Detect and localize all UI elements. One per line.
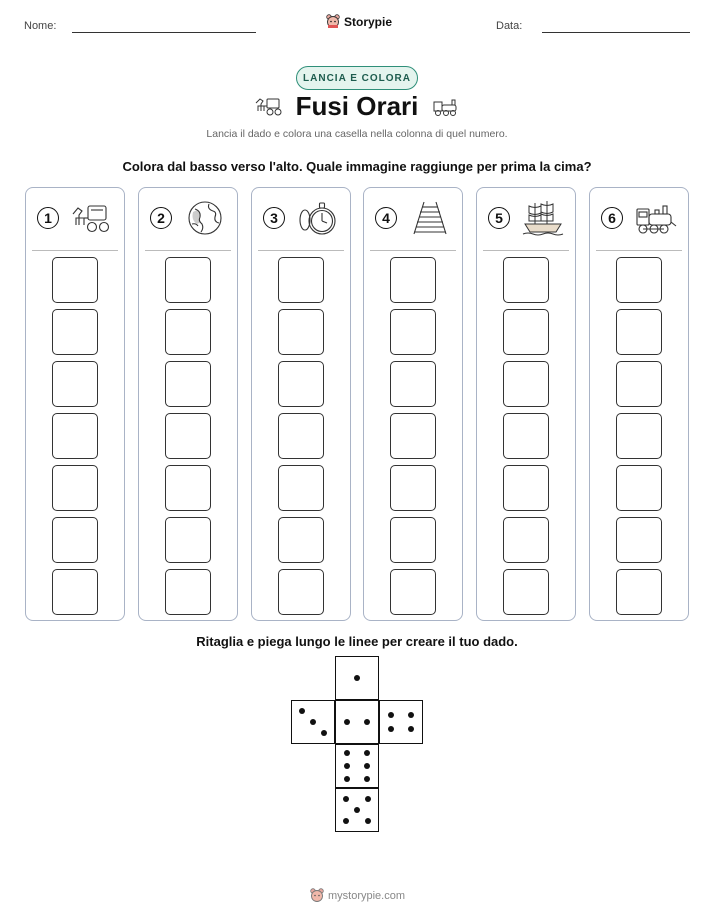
color-box[interactable]: [616, 517, 662, 563]
dice-pip: [344, 750, 350, 756]
dice-instruction: Ritaglia e piega lungo le linee per creare il tuo dado.: [196, 634, 518, 649]
globe-icon: [183, 200, 227, 236]
date-line[interactable]: [542, 32, 690, 33]
color-box[interactable]: [52, 465, 98, 511]
subtitle: Lancia il dado e colora una casella nella colonna di quel numero.: [206, 128, 508, 140]
column-5: [476, 187, 576, 621]
color-box[interactable]: [165, 413, 211, 459]
dice-pip: [343, 818, 349, 824]
column-6: [589, 187, 689, 621]
color-box[interactable]: [616, 413, 662, 459]
dice-face-6: [335, 744, 379, 788]
color-box[interactable]: [165, 257, 211, 303]
dice-pip: [364, 763, 370, 769]
footer: [310, 888, 405, 903]
color-box[interactable]: [278, 569, 324, 615]
column-number: 3: [263, 207, 285, 229]
color-box[interactable]: [52, 569, 98, 615]
color-box[interactable]: [278, 309, 324, 355]
pocket-watch-icon: [296, 200, 340, 236]
color-box[interactable]: [165, 309, 211, 355]
column-number: 4: [375, 207, 397, 229]
dice-pip: [364, 750, 370, 756]
dice-pip: [364, 776, 370, 782]
column-1: [25, 187, 125, 621]
column-divider: [258, 250, 344, 251]
color-box[interactable]: [503, 257, 549, 303]
horse-carriage-icon: [254, 95, 284, 117]
dice-pip: [343, 796, 349, 802]
color-box[interactable]: [616, 361, 662, 407]
color-box[interactable]: [390, 257, 436, 303]
dice-face-4: [379, 700, 423, 744]
color-box[interactable]: [278, 257, 324, 303]
color-box[interactable]: [278, 361, 324, 407]
color-box[interactable]: [52, 413, 98, 459]
dice-face-3: [291, 700, 335, 744]
column-3: [251, 187, 351, 621]
color-box[interactable]: [278, 517, 324, 563]
dice-pip: [388, 712, 394, 718]
dice-pip: [408, 712, 414, 718]
color-box[interactable]: [165, 569, 211, 615]
dice-pip: [408, 726, 414, 732]
color-box[interactable]: [503, 309, 549, 355]
column-divider: [483, 250, 569, 251]
column-number: 6: [601, 207, 623, 229]
color-box[interactable]: [616, 465, 662, 511]
dice-pip: [344, 719, 350, 725]
color-box[interactable]: [503, 569, 549, 615]
color-box[interactable]: [52, 517, 98, 563]
color-box[interactable]: [52, 309, 98, 355]
color-box[interactable]: [503, 517, 549, 563]
column-divider: [596, 250, 682, 251]
column-2: [138, 187, 238, 621]
color-box[interactable]: [503, 413, 549, 459]
brand-name: Storypie: [344, 14, 393, 29]
column-number: 2: [150, 207, 172, 229]
dice-pip: [365, 818, 371, 824]
dice-face-1: [335, 656, 379, 700]
column-divider: [370, 250, 456, 251]
column-divider: [32, 250, 118, 251]
color-box[interactable]: [616, 309, 662, 355]
color-box[interactable]: [52, 361, 98, 407]
steam-train-icon: [432, 96, 462, 118]
color-box[interactable]: [165, 465, 211, 511]
page-title: Fusi Orari: [295, 91, 419, 121]
column-divider: [145, 250, 231, 251]
dice-face-5: [335, 788, 379, 832]
date-label: Data:: [496, 20, 523, 32]
color-box[interactable]: [165, 517, 211, 563]
brand-logo: [326, 14, 392, 29]
color-box[interactable]: [52, 257, 98, 303]
dice-pip: [310, 719, 316, 725]
color-box[interactable]: [503, 465, 549, 511]
dice-face-2: [335, 700, 379, 744]
column-number: 1: [37, 207, 59, 229]
sailing-ship-icon: [521, 200, 565, 236]
dice-pip: [365, 796, 371, 802]
color-box[interactable]: [390, 465, 436, 511]
activity-badge: LANCIA E COLORA: [296, 66, 418, 90]
color-box[interactable]: [278, 413, 324, 459]
dice-pip: [354, 675, 360, 681]
column-4: [363, 187, 463, 621]
storypie-mascot-icon: [326, 14, 340, 29]
color-box[interactable]: [616, 257, 662, 303]
horse-carriage-icon: [70, 200, 114, 236]
color-box[interactable]: [390, 361, 436, 407]
color-box[interactable]: [390, 413, 436, 459]
color-box[interactable]: [165, 361, 211, 407]
dice-pip: [388, 726, 394, 732]
dice-pip: [364, 719, 370, 725]
color-box[interactable]: [390, 569, 436, 615]
game-instruction: Colora dal basso verso l'alto. Quale immagine raggiunge per prima la cima?: [122, 159, 592, 174]
steam-train-icon: [634, 200, 678, 236]
footer-url: mystorypie.com: [328, 889, 406, 902]
color-box[interactable]: [390, 517, 436, 563]
color-box[interactable]: [278, 465, 324, 511]
dice-pip: [299, 708, 305, 714]
dice-pip: [354, 807, 360, 813]
dice-pip: [344, 763, 350, 769]
color-box[interactable]: [616, 569, 662, 615]
color-box[interactable]: [503, 361, 549, 407]
name-line[interactable]: [72, 32, 256, 33]
color-box[interactable]: [390, 309, 436, 355]
column-number: 5: [488, 207, 510, 229]
railway-track-icon: [408, 200, 452, 236]
dice-pip: [344, 776, 350, 782]
dice-pip: [321, 730, 327, 736]
name-label: Nome:: [24, 20, 57, 32]
storypie-mascot-icon: [310, 888, 324, 903]
